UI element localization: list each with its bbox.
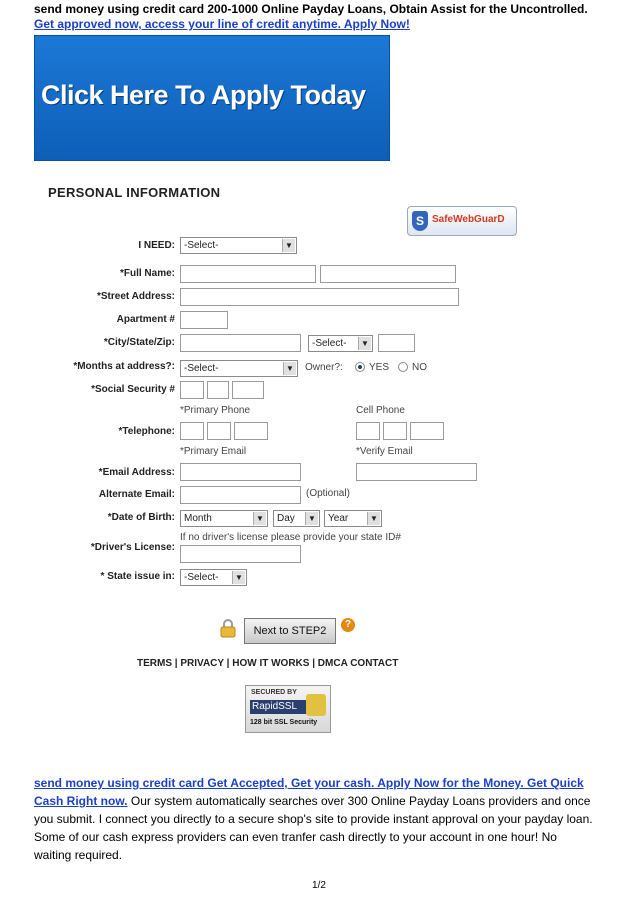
body-text: Our system automatically searches over 300 Online Payday Loans providers and once you submit. I connect you directly to a secure shop's site to provide instant approval on your payday loan. Some of our cash express providers can even tranfer cash directly to your account in one hour! No waiting required. bbox=[34, 794, 593, 862]
ssn-part3-input[interactable] bbox=[232, 381, 264, 399]
page-title: send money using credit card 200-1000 Online Payday Loans, Obtain Assist for the Uncontrolled. bbox=[34, 2, 588, 16]
ssn-part2-input[interactable] bbox=[207, 381, 229, 399]
owner-label: Owner?: bbox=[305, 362, 343, 373]
primary-phone-label: *Primary Phone bbox=[180, 405, 251, 416]
verify-email-input[interactable] bbox=[356, 463, 477, 481]
license-input[interactable] bbox=[180, 545, 301, 563]
lock-icon bbox=[220, 618, 236, 638]
label-telephone: *Telephone: bbox=[118, 426, 175, 437]
dob-year-value: Year bbox=[328, 513, 349, 524]
phone-prefix-input[interactable] bbox=[207, 422, 231, 440]
state-issue-select[interactable] bbox=[180, 569, 247, 586]
help-icon[interactable]: ? bbox=[341, 618, 355, 632]
cell-prefix-input[interactable] bbox=[383, 422, 407, 440]
email-input[interactable] bbox=[180, 463, 301, 481]
label-street: *Street Address: bbox=[97, 291, 175, 302]
first-name-input[interactable] bbox=[180, 265, 316, 283]
chevron-down-icon: ▼ bbox=[283, 362, 296, 375]
section-title: PERSONAL INFORMATION bbox=[48, 185, 221, 200]
primary-email-label: *Primary Email bbox=[180, 446, 247, 457]
alt-email-input[interactable] bbox=[180, 486, 301, 504]
banner-text: Click Here To Apply Today bbox=[41, 80, 366, 110]
shield-icon: S bbox=[412, 211, 428, 231]
cell-phone-label: Cell Phone bbox=[356, 405, 405, 416]
ssl-brand: RapidSSL bbox=[250, 700, 308, 714]
owner-no-radio[interactable] bbox=[398, 362, 408, 372]
label-dob: *Date of Birth: bbox=[107, 512, 175, 523]
apply-banner[interactable] bbox=[34, 35, 390, 161]
state-select[interactable] bbox=[308, 335, 373, 352]
ssl-strength: 128 bit SSL Security bbox=[250, 719, 318, 726]
city-input[interactable] bbox=[180, 334, 301, 352]
chevron-down-icon: ▼ bbox=[253, 512, 266, 525]
street-input[interactable] bbox=[180, 288, 459, 306]
phone-area-input[interactable] bbox=[180, 422, 204, 440]
months-select[interactable] bbox=[180, 360, 298, 377]
owner-yes-label: YES bbox=[369, 362, 390, 373]
ssl-secured-by: SECURED BY bbox=[251, 689, 297, 696]
dob-year-select[interactable] bbox=[324, 510, 382, 527]
months-select-value: -Select- bbox=[184, 363, 219, 374]
need-select[interactable] bbox=[180, 237, 297, 254]
label-state-issue: * State issue in: bbox=[100, 571, 175, 582]
label-need: I NEED: bbox=[138, 240, 175, 251]
ssn-part1-input[interactable] bbox=[180, 381, 204, 399]
footer-nav[interactable]: TERMS | PRIVACY | HOW IT WORKS | DMCA CONTACT bbox=[137, 658, 399, 669]
label-months: *Months at address?: bbox=[73, 361, 175, 372]
body-link[interactable]: send money using credit card Get Accepted, Get your cash. Apply Now for the Money. Get Quick Cash Right now. bbox=[34, 776, 584, 808]
phone-line-input[interactable] bbox=[234, 422, 268, 440]
apartment-input[interactable] bbox=[180, 311, 228, 329]
label-full-name: *Full Name: bbox=[119, 268, 175, 279]
label-apartment: Apartment # bbox=[116, 314, 175, 325]
padlock-icon bbox=[306, 694, 326, 716]
dob-month-select[interactable] bbox=[180, 510, 268, 527]
label-license: *Driver's License: bbox=[90, 542, 175, 553]
zip-input[interactable] bbox=[378, 334, 415, 352]
label-email: *Email Address: bbox=[98, 467, 175, 478]
chevron-down-icon: ▼ bbox=[358, 337, 371, 350]
verify-email-label: *Verify Email bbox=[356, 446, 413, 457]
chevron-down-icon: ▼ bbox=[367, 512, 380, 525]
dob-day-select[interactable] bbox=[273, 510, 320, 527]
next-step-button[interactable]: Next to STEP2 bbox=[244, 618, 336, 644]
label-ssn: *Social Security # bbox=[91, 384, 175, 395]
apply-now-link[interactable]: Get approved now, access your line of credit anytime. Apply Now! bbox=[34, 17, 410, 31]
dob-month-value: Month bbox=[184, 513, 212, 524]
cell-area-input[interactable] bbox=[356, 422, 380, 440]
chevron-down-icon: ▼ bbox=[232, 571, 245, 584]
safewebguard-badge bbox=[407, 206, 517, 236]
need-select-value: -Select- bbox=[184, 240, 219, 251]
label-alt-email: Alternate Email: bbox=[98, 489, 175, 500]
owner-no-label: NO bbox=[412, 362, 427, 373]
label-city: *City/State/Zip: bbox=[103, 337, 175, 348]
chevron-down-icon: ▼ bbox=[305, 512, 318, 525]
optional-label: (Optional) bbox=[306, 488, 350, 499]
cell-line-input[interactable] bbox=[410, 422, 444, 440]
safeguard-text: SafeWebGuarD bbox=[432, 214, 505, 225]
body-paragraph bbox=[34, 774, 594, 864]
dob-day-value: Day bbox=[277, 513, 295, 524]
rapidssl-badge bbox=[245, 685, 331, 733]
state-issue-value: -Select- bbox=[184, 572, 219, 583]
chevron-down-icon: ▼ bbox=[282, 239, 295, 252]
state-select-value: -Select- bbox=[312, 338, 347, 349]
last-name-input[interactable] bbox=[320, 265, 456, 283]
license-hint: If no driver's license please provide your state ID# bbox=[180, 532, 401, 543]
page-number: 1/2 bbox=[312, 880, 326, 891]
owner-yes-radio[interactable] bbox=[355, 362, 365, 372]
